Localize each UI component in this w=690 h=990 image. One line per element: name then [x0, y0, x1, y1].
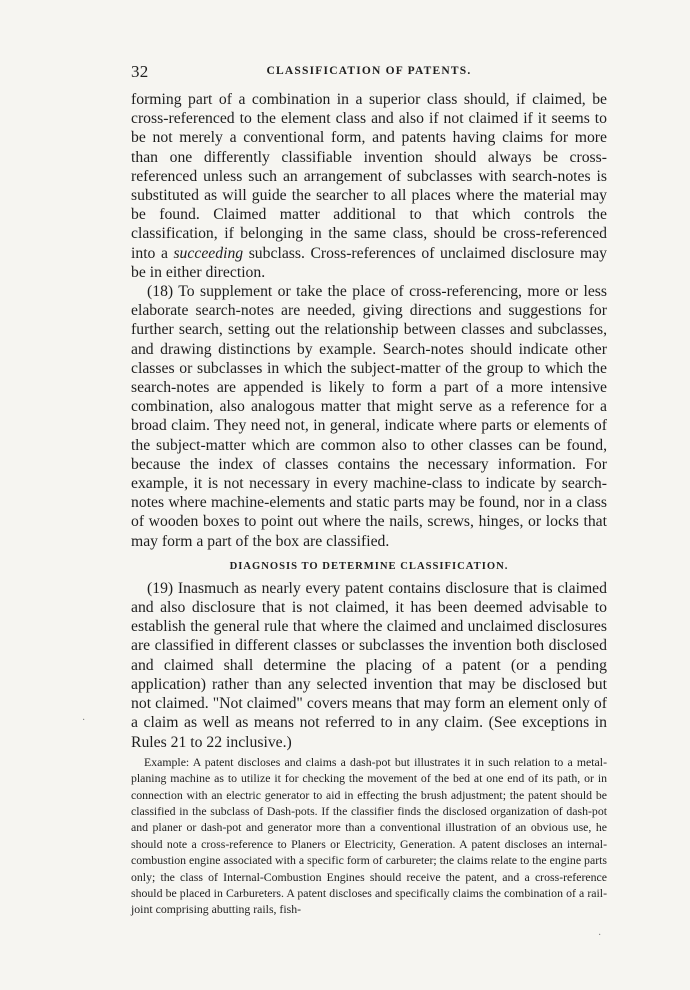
- emphasis-succeeding: succeeding: [173, 244, 244, 262]
- margin-mark: ·: [82, 715, 86, 726]
- paragraph-continuation-text: forming part of a combination in a superior class should, if claimed, be cross-referenced to the element class and also if not claimed if it seems to be not merely a conventional form, and patents having claims for more than one differently classifiable invention should always be cross-referenced unless such an arrangement of subclasses with search-notes is substituted as will guide the searcher to all places where the material may be found. Claimed matter additional to that which controls the classification, if belonging in the same class, should be cross-referenced into a: [131, 91, 607, 262]
- running-title: CLASSIFICATION OF PATENTS.: [266, 65, 472, 77]
- paragraph-continuation-tail: subclass. Cross-references of unclaimed disclosure may be in either direction.: [131, 244, 608, 281]
- page-body: [131, 90, 607, 918]
- paragraph-continuation: [131, 90, 607, 282]
- margin-mark: ·: [598, 930, 602, 941]
- paragraph-18: (18) To supplement or take the place of cross-referencing, more or less elaborate search-notes are needed, giving directions and suggestions for further search, setting out the relationship between classes and subclasses, and drawing distinctions by example. Search-notes should indicate other classes or subclasses in which the subject-matter of the group to which the search-notes are appended is likely to form a part of a more intensive combination, also analogous matter that might serve as a reference for a broad claim. They need not, in general, indicate where parts or elements of the subject-matter which are common also to other classes can be found, because the index of classes contains the necessary information. For example, it is not necessary in every machine-class to indicate by search-notes where machine-elements and static parts may be found, nor in a class of wooden boxes to point out where the nails, screws, hinges, or locks that may form a part of the box are classified.: [131, 283, 607, 550]
- page-number: 32: [131, 62, 149, 81]
- page-header: [131, 62, 607, 82]
- example-note: Example: A patent discloses and claims a dash-pot but illustrates it in such relation to a metal-planing machine as to utilize it for checking the movement of the bed at one end of its path, or in connection with an electric generator to aid in effecting the brush adjustment; the patent should be classified in the subclass of Dash-pots. If the classifier finds the disclosed organization of dash-pot and planer or dash-pot and generator more than a conventional illustration of an obvious use, he should note a cross-reference to Planers or Electricity, Generation. A patent discloses an internal-combustion engine associated with a specific form of carbureter; the claims relate to the engine parts only; the class of Internal-Combustion Engines should receive the patent, and a cross-reference should be placed in Carbureters. A patent discloses and specifically claims the combination of a rail-joint comprising abutting rails, fish-: [131, 754, 607, 917]
- section-heading: DIAGNOSIS TO DETERMINE CLASSIFICATION.: [229, 560, 509, 572]
- paragraph-19: (19) Inasmuch as nearly every patent contains disclosure that is claimed and also disclosure that is not claimed, it has been deemed advisable to establish the general rule that where the claimed and unclaimed disclosures are classified in different classes or subclasses the invention both disclosed and claimed shall determine the placing of a patent (or a pending application) rather than any selected invention that may be disclosed but not claimed. "Not claimed" covers means that may form an element only of a claim as well as means not referred to in any claim. (See exceptions in Rules 21 to 22 inclusive.): [131, 579, 607, 751]
